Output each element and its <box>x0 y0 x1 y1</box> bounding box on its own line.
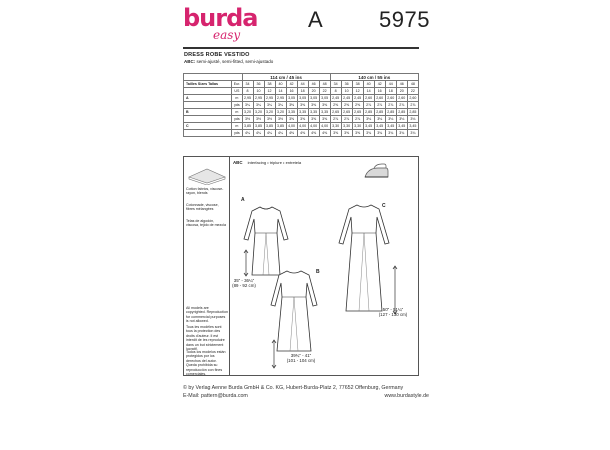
fabric-swatch-icon <box>187 165 227 185</box>
yardage-cell: 3⅝ <box>286 116 297 123</box>
yardage-cell: 3¼ <box>275 102 286 109</box>
yardage-cell: 3⅝ <box>352 130 363 137</box>
brand-sub: easy <box>213 28 241 42</box>
eur-label: Eur. <box>233 82 241 86</box>
notions-row <box>233 160 301 165</box>
us-size-cell: 16 <box>286 88 297 95</box>
us-size-cell: 8 <box>242 88 253 95</box>
contact-email[interactable]: E-Mail: pattern@burda.com <box>183 393 248 399</box>
yardage-cell: 3,05 <box>286 95 297 102</box>
yardage-cell: 3,85 <box>253 123 264 130</box>
view-b-length-arrow <box>271 339 277 369</box>
illustration-panel <box>183 156 419 376</box>
burda-easy-logo <box>183 4 258 46</box>
yardage-cell: 4,00 <box>286 123 297 130</box>
us-size-cell: 10 <box>341 88 352 95</box>
fabric-width-1: 114 cm / 45 ins <box>242 74 330 81</box>
yardage-cell: 3⅛ <box>363 116 374 123</box>
fabric-width-2: 140 cm / 55 ins <box>330 74 418 81</box>
us-size-cell: 20 <box>396 88 407 95</box>
yardage-cell: 3,20 <box>253 109 264 116</box>
yardage-cell: 2,95 <box>264 95 275 102</box>
yardage-cell: 2,95 <box>275 95 286 102</box>
yardage-cell: 3⅛ <box>385 116 396 123</box>
footer <box>183 384 429 400</box>
yardage-cell: 2⅝ <box>352 102 363 109</box>
yardage-cell: 3⅛ <box>374 116 385 123</box>
yardage-cell: 3¼ <box>264 102 275 109</box>
us-size-cell: 12 <box>352 88 363 95</box>
pattern-number: 5975 <box>379 7 430 32</box>
us-size-cell: 16 <box>374 88 385 95</box>
us-size-cell: 12 <box>264 88 275 95</box>
unit-yds: yds <box>232 130 242 137</box>
us-size-cell: 22 <box>407 88 418 95</box>
us-size-cell: 14 <box>363 88 374 95</box>
yardage-cell: 3,20 <box>242 109 253 116</box>
yardage-cell: 2,95 <box>253 95 264 102</box>
view-b-label: B <box>316 269 320 275</box>
eur-size-cell: 44 <box>385 81 396 88</box>
yardage-cell: 3,45 <box>396 123 407 130</box>
fabric-es: Telas de algodón, viscosa, tejido de mezcla <box>186 219 226 228</box>
yardage-cell: 3,85 <box>242 123 253 130</box>
eur-size-cell: 46 <box>308 81 319 88</box>
yardage-cell: 2,60 <box>374 95 385 102</box>
view-c-measure: 50" - 51¼" (127 - 130 cm) <box>378 307 408 317</box>
us-size-cell: 20 <box>308 88 319 95</box>
yardage-cell: 4¼ <box>275 130 286 137</box>
yardage-cell: 2,85 <box>385 109 396 116</box>
yardage-cell: 2,65 <box>341 109 352 116</box>
yardage-cell: 3⅜ <box>319 102 330 109</box>
yardage-cell: 2,95 <box>242 95 253 102</box>
yardage-cell: 3¾ <box>407 130 418 137</box>
sizes-heading: Tailles Sizes Tallas <box>184 81 232 88</box>
yardage-cell: 4⅜ <box>297 130 308 137</box>
yardage-cell: 2,60 <box>407 95 418 102</box>
yardage-cell: 4,00 <box>319 123 330 130</box>
yardage-cell: 2⅞ <box>363 102 374 109</box>
copyright-line: © by Verlag Aenne Burda GmbH & Co. KG, Hubert-Burda-Platz 2, 77652 Offenburg, Germany <box>183 385 404 391</box>
unit-yds: yds <box>232 102 242 109</box>
eur-size-cell: 34 <box>242 81 253 88</box>
eur-size-cell: 42 <box>374 81 385 88</box>
dress-a-illustration <box>242 205 290 277</box>
eur-size-cell: 48 <box>319 81 330 88</box>
eur-size-cell: 42 <box>286 81 297 88</box>
table-corner <box>184 74 243 81</box>
copyright-fr: Tous les modèles sont tous la protection des droits d'auteur. Il est interdit de les reproduire dans un but strictement lucratif. <box>186 325 225 352</box>
yardage-cell: 2⅞ <box>341 116 352 123</box>
blank-cell <box>184 102 232 109</box>
yardage-cell: 4¼ <box>242 130 253 137</box>
yardage-cell: 3½ <box>275 116 286 123</box>
yardage-cell: 3,85 <box>275 123 286 130</box>
yardage-cell: 3,35 <box>286 109 297 116</box>
garment-title: DRESS ROBE VESTIDO <box>184 52 250 58</box>
yardage-cell: 2⅝ <box>330 102 341 109</box>
yardage-cell: 3⅛ <box>396 116 407 123</box>
eur-size-cell: 36 <box>341 81 352 88</box>
yardage-cell: 3,05 <box>297 95 308 102</box>
fabric-fr: Cotonnade, viscose, fibres mélangées <box>186 203 219 212</box>
table-row <box>184 102 419 109</box>
yardage-cell: 3¼ <box>242 102 253 109</box>
size-table <box>183 73 419 137</box>
us-size-cell: 10 <box>253 88 264 95</box>
view-cell: B <box>184 109 232 116</box>
eur-size-cell: 38 <box>264 81 275 88</box>
yardage-cell: 3,05 <box>308 95 319 102</box>
us-label: US <box>232 88 242 95</box>
view-cell: C <box>184 123 232 130</box>
eur-size-cell: 40 <box>363 81 374 88</box>
unit-m: m <box>232 109 242 116</box>
fit-text: semi-ajusté, semi-fitted, semi-ajustado <box>196 59 274 64</box>
yardage-cell: 2⅞ <box>330 116 341 123</box>
eur-size-cell: 40 <box>275 81 286 88</box>
yardage-cell: 2,60 <box>396 95 407 102</box>
yardage-cell: 2⅞ <box>385 102 396 109</box>
yardage-cell: 2,45 <box>341 95 352 102</box>
yardage-cell: 3¼ <box>253 102 264 109</box>
yardage-cell: 3,20 <box>275 109 286 116</box>
yardage-cell: 3½ <box>253 116 264 123</box>
view-a-measure: 35" - 36¼" (89 - 92 cm) <box>232 278 256 288</box>
view-cell: A <box>184 95 232 102</box>
yardage-cell: 3⅛ <box>407 116 418 123</box>
eur-size-cell: 48 <box>407 81 418 88</box>
yardage-cell: 3,30 <box>352 123 363 130</box>
table-row <box>184 81 419 88</box>
yardage-cell: 3½ <box>242 116 253 123</box>
blank-cell <box>184 88 232 95</box>
table-row <box>184 95 419 102</box>
yardage-cell: 4,00 <box>297 123 308 130</box>
us-size-cell: 18 <box>385 88 396 95</box>
fit-prefix: ABC: <box>184 59 196 64</box>
notions-text: interfacing • triplure • entretela <box>247 160 302 165</box>
yardage-cell: 3⅝ <box>330 130 341 137</box>
unit-m: m <box>232 123 242 130</box>
yardage-cell: 2,60 <box>385 95 396 102</box>
yardage-cell: 2,85 <box>407 109 418 116</box>
unit-m: m <box>232 95 242 102</box>
yardage-cell: 3⅝ <box>308 116 319 123</box>
eur-size-cell: 34 <box>330 81 341 88</box>
yardage-cell: 3,35 <box>308 109 319 116</box>
yardage-cell: 3,45 <box>407 123 418 130</box>
dress-c-illustration <box>336 203 392 313</box>
yardage-cell: 3⅝ <box>341 130 352 137</box>
table-row <box>184 123 419 130</box>
yardage-cell: 3,45 <box>385 123 396 130</box>
us-size-cell: 18 <box>297 88 308 95</box>
yardage-cell: 2,60 <box>363 95 374 102</box>
yardage-cell: 3,30 <box>341 123 352 130</box>
yardage-cell: 2,65 <box>330 109 341 116</box>
yardage-cell: 4¼ <box>253 130 264 137</box>
yardage-cell: 3,30 <box>330 123 341 130</box>
table-row <box>184 109 419 116</box>
table-row <box>184 88 419 95</box>
yardage-cell: 3¾ <box>374 130 385 137</box>
eur-size-cell: 46 <box>396 81 407 88</box>
yardage-cell: 3⅝ <box>297 116 308 123</box>
us-size-cell: 8 <box>330 88 341 95</box>
yardage-cell: 4⅜ <box>286 130 297 137</box>
notions-views: ABC <box>233 160 243 165</box>
yardage-cell: 2,45 <box>330 95 341 102</box>
copyright-en: All models are copyrighted. Reproduction for commercial purposes is not allowed. <box>186 306 228 324</box>
view-a-label: A <box>241 197 245 203</box>
yardage-cell: 3,35 <box>319 109 330 116</box>
fabric-column <box>184 157 230 375</box>
website-link[interactable]: www.burdastyle.de <box>384 393 429 399</box>
yardage-cell: 3½ <box>264 116 275 123</box>
yardage-sheet <box>183 47 419 150</box>
yardage-cell: 3⅜ <box>308 102 319 109</box>
yardage-cell: 3,20 <box>264 109 275 116</box>
us-size-cell: 22 <box>319 88 330 95</box>
brand-name: burda <box>183 4 258 32</box>
iron-icon <box>362 163 390 181</box>
us-size-cell: 14 <box>275 88 286 95</box>
yardage-cell: 3,85 <box>264 123 275 130</box>
yardage-cell: 3⅜ <box>297 102 308 109</box>
unit-yds: yds <box>232 116 242 123</box>
view-c-label: C <box>382 203 386 209</box>
yardage-cell: 2,85 <box>396 109 407 116</box>
yardage-cell: 2,85 <box>374 109 385 116</box>
yardage-cell: 2⅞ <box>352 116 363 123</box>
yardage-cell: 2⅝ <box>341 102 352 109</box>
yardage-cell: 3⅜ <box>286 102 297 109</box>
yardage-cell: 3¾ <box>396 130 407 137</box>
yardage-cell: 2,85 <box>363 109 374 116</box>
yardage-cell: 2,45 <box>352 95 363 102</box>
eur-size-cell: 44 <box>297 81 308 88</box>
fabric-en: Cotton fabrics, viscose-rayon, blends <box>186 187 224 196</box>
table-row <box>184 116 419 123</box>
eur-size-cell: 36 <box>253 81 264 88</box>
blank-cell <box>184 130 232 137</box>
table-row <box>184 130 419 137</box>
yardage-cell: 4⅜ <box>319 130 330 137</box>
pattern-view-letter: A <box>308 7 323 32</box>
blank-cell <box>184 116 232 123</box>
table-header-row <box>184 74 419 81</box>
yardage-cell: 3,45 <box>363 123 374 130</box>
yardage-cell: 2⅞ <box>396 102 407 109</box>
yardage-cell: 4,00 <box>308 123 319 130</box>
yardage-cell: 3⅝ <box>319 116 330 123</box>
yardage-cell: 2⅞ <box>407 102 418 109</box>
yardage-cell: 3,05 <box>319 95 330 102</box>
yardage-cell: 2⅞ <box>374 102 385 109</box>
yardage-cell: 2,65 <box>352 109 363 116</box>
copyright-es: Todos los modelos están protegidos por los derechos del autor. Queda prohibida su reproducción con fines comerciales. <box>186 350 226 377</box>
view-b-measure: 39¾" - 41" (101 - 104 cm) <box>286 353 316 363</box>
fit-description <box>184 59 273 64</box>
yardage-cell: 4¼ <box>264 130 275 137</box>
view-a-length-arrow <box>243 249 249 277</box>
yardage-cell: 3¾ <box>385 130 396 137</box>
yardage-cell: 3,45 <box>374 123 385 130</box>
eur-size-cell: 38 <box>352 81 363 88</box>
yardage-cell: 4⅜ <box>308 130 319 137</box>
yardage-cell: 3¾ <box>363 130 374 137</box>
yardage-cell: 3,35 <box>297 109 308 116</box>
